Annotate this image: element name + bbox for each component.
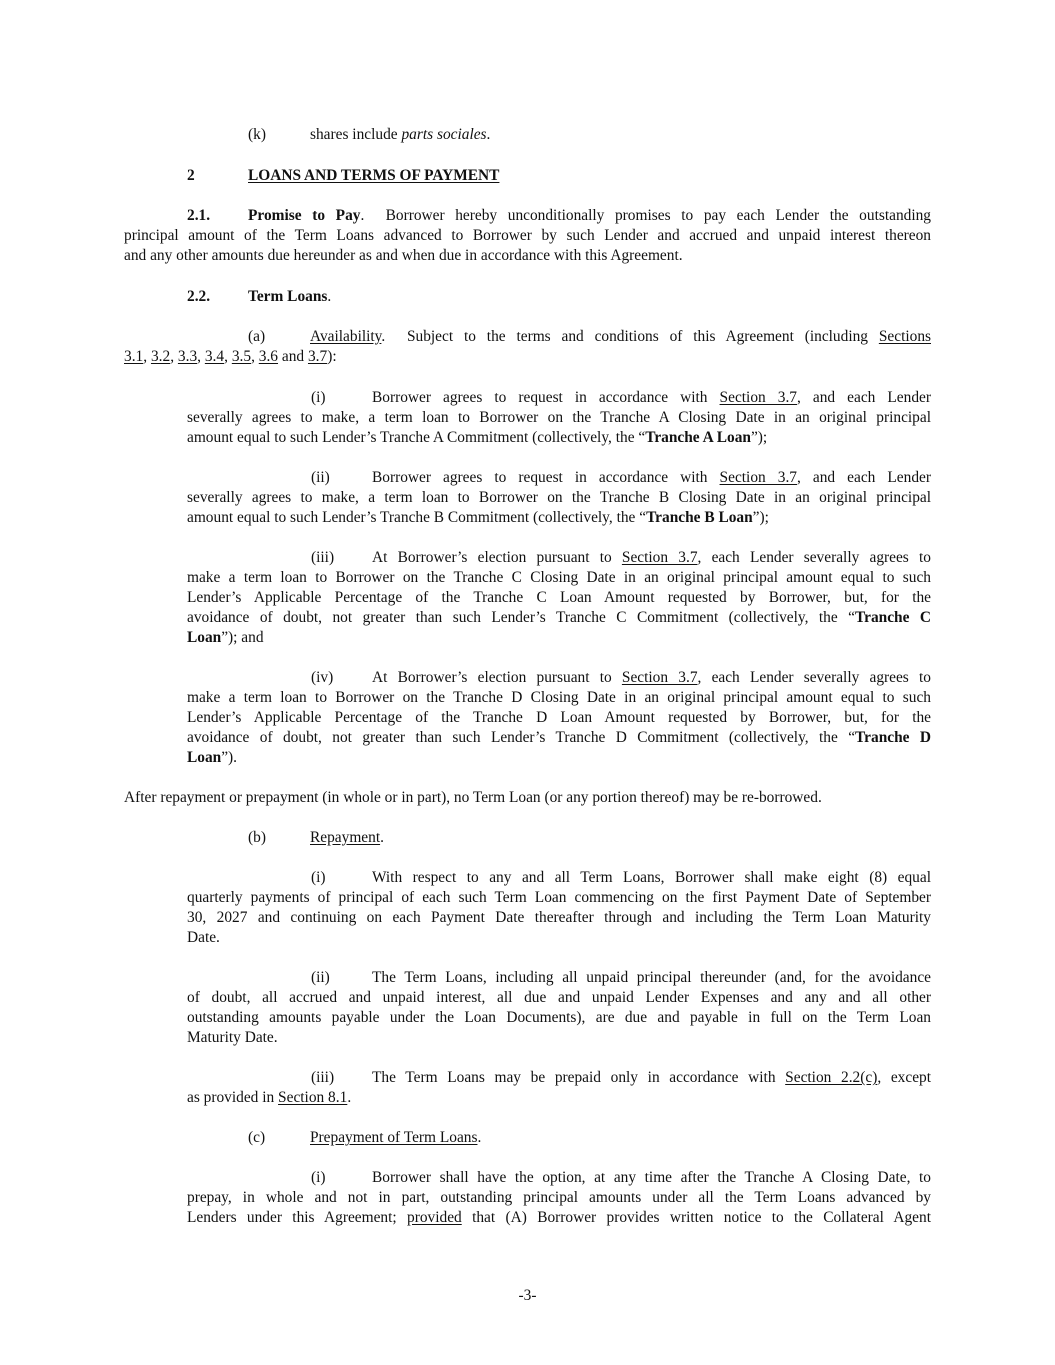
section-2-heading [187,166,499,186]
item-k-text: shares include [310,126,402,143]
item-a-iv-line-1 [311,668,931,688]
item-a-iii-ref: Section 3.7 [621,549,698,566]
ref-3-5: 3.5 [231,348,252,365]
item-a-iii-term-2: Loan [187,629,222,646]
item-b-ii-line-2: of doubt, all accrued and unpaid interest, all due and unpaid Lender Expenses and any and all other [187,989,931,1006]
item-a-iii-text-5b: ”); and [221,629,264,646]
page-number: -3- [518,1287,537,1304]
item-a-iii-line-1 [311,548,931,568]
item-a-i-ref: Section 3.7 [719,389,797,406]
item-a-iv-line-5 [187,748,237,768]
item-a-ii-text-1b: , and each Lender [797,469,931,486]
item-k-label: (k) [248,126,266,143]
item-c-i-text-3b: that (A) Borrower provides written notice to the Collateral Agent [461,1209,931,1226]
section-2-1-line-2: principal amount of the Term Loans advanced to Borrower by such Lender and accrued and unpaid interest thereon [124,227,931,244]
item-a-i-term: Tranche A Loan [645,429,751,446]
section-2-2-title: Term Loans [248,288,328,305]
item-a-text: Subject to the terms and conditions of this Agreement (including [406,328,879,345]
item-a-iv-term-1: Tranche D [855,729,931,746]
item-b-ii-line-1 [311,968,931,988]
item-a-i-line-2: severally agrees to make, a term loan to Borrower on the Tranche A Closing Date in an original principal [187,409,931,426]
item-a-sections-ref: Sections [878,328,931,345]
item-a-iii-line-4 [187,608,931,628]
item-a-iv-line-3: Lender’s Applicable Percentage of the Tranche D Loan Amount requested by Borrower, but, for the [187,709,931,726]
item-a-i-text-3a: amount equal to such Lender’s Tranche A Commitment (collectively, the “ [187,429,646,446]
item-a-iv-term-2: Loan [187,749,222,766]
section-2-1-line-3: and any other amounts due hereunder as and when due in accordance with this Agreement. [124,247,683,264]
item-k [248,125,490,145]
item-b-ii-line-4: Maturity Date. [187,1029,278,1046]
item-c-i-text-1: Borrower shall have the option, at any time after the Tranche A Closing Date, to [372,1169,931,1186]
ref-3-7: 3.7 [307,348,328,365]
item-a-iv-line-4 [187,728,931,748]
item-a-iii-text-1a: At Borrower’s election pursuant to [372,549,622,566]
section-2-number: 2 [187,167,195,184]
item-b-iii-ref-1: Section 2.2(c) [785,1069,878,1086]
section-2-1-line-1: 2.1. Promise to Pay. Borrower hereby unconditionally promises to pay each Lender the outstanding [187,207,932,224]
item-b-iii-line-1 [311,1068,931,1088]
item-b-i-label: (i) [311,869,326,886]
item-c-i-line-2: prepay, in whole and not in part, outstanding principal amounts under all the Term Loans advanced by [187,1189,931,1206]
item-a-iii-line-2: make a term loan to Borrower on the Tranche C Closing Date in an original principal amount equal to such [187,569,931,586]
item-a-ii-line-2: severally agrees to make, a term loan to Borrower on the Tranche B Closing Date in an original principal [187,489,931,506]
item-a-iv-ref: Section 3.7 [621,669,698,686]
item-a-iii-text-1b: , each Lender severally agrees to [697,549,931,566]
item-c-i-label: (i) [311,1169,326,1186]
item-a-ii-ref: Section 3.7 [719,469,797,486]
item-a-ii-label: (ii) [311,469,330,486]
ref-3-1: 3.1 [124,348,144,365]
after-repayment-paragraph: After repayment or prepayment (in whole or in part), no Term Loan (or any portion thereof) may be re-borrowed. [124,789,822,806]
item-a-ii-line-3 [187,508,769,528]
section-2-2-number: 2.2. [187,288,211,305]
item-a-heading: Availability [310,328,382,345]
item-k-italic: parts sociales [401,126,487,143]
item-a-ii-text-3a: amount equal to such Lender’s Tranche B Commitment (collectively, the “ [187,509,647,526]
item-a-i-line-3 [187,428,767,448]
ref-3-3: 3.3 [177,348,198,365]
item-a-iii-term-1: Tranche C [854,609,931,626]
item-c-end: . [477,1129,482,1146]
item-a-iv-text-5b: ”). [221,749,238,766]
item-a-ii-text-1a: Borrower agrees to request in accordance with [372,469,720,486]
item-a-iii-line-5 [187,628,264,648]
item-a-ii-term: Tranche B Loan [646,509,753,526]
section-2-1-number: 2.1. [187,207,211,224]
item-c-i-line-1 [311,1168,931,1188]
item-a-i-text-1b: , and each Lender [797,389,931,406]
item-b-iii-text-1a: The Term Loans may be prepaid only in accordance with [372,1069,786,1086]
item-b-iii-text-2a: as provided in [187,1089,279,1106]
item-c-i-text-3a: Lenders under this Agreement; [187,1209,408,1226]
section-2-title: LOANS AND TERMS OF PAYMENT [248,167,500,184]
item-c-heading [248,1128,481,1148]
item-c-title: Prepayment of Term Loans [310,1129,478,1146]
item-b-heading [248,828,384,848]
item-c-i-line-3 [187,1208,931,1228]
item-a-iv-text-1a: At Borrower’s election pursuant to [372,669,622,686]
ref-3-2: 3.2 [150,348,171,365]
item-c-i-provided: provided [407,1209,462,1226]
item-a-end: ): [327,348,337,365]
item-a-ii-line-1 [311,468,931,488]
item-b-iii-text-1b: , except [877,1069,931,1086]
item-k-end: . [486,126,491,143]
item-a-i-label: (i) [311,389,326,406]
item-b-iii-ref-2: Section 8.1 [278,1089,348,1106]
item-a-line-1: (a) Availability. Subject to the terms and conditions of this Agreement (including Sections [248,328,931,345]
item-b-i-line-3: 30, 2027 and continuing on each Payment Date thereafter through and including the Term Loan Maturity [187,909,931,926]
item-b-iii-label: (iii) [311,1069,335,1086]
section-2-2-heading: 2.2. Term Loans. [187,288,332,305]
item-a-i-text-1a: Borrower agrees to request in accordance with [372,389,720,406]
item-c-label: (c) [248,1129,266,1146]
item-b-ii-label: (ii) [311,969,330,986]
item-b-ii-line-3: outstanding amounts payable under the Loan Documents), are due and payable in full on the Term Loan [187,1009,931,1026]
item-b-ii-text-1: The Term Loans, including all unpaid principal thereunder (and, for the avoidance [372,969,931,986]
item-a-iv-label: (iv) [311,669,334,686]
section-2-1-text-1: Borrower hereby unconditionally promises to pay each Lender the outstanding [385,207,932,224]
item-a-i-text-3b: ”); [750,429,768,446]
item-a-iii-line-3: Lender’s Applicable Percentage of the Tranche C Loan Amount requested by Borrower, but, for the [187,589,931,606]
ref-3-4: 3.4 [204,348,225,365]
item-a-label: (a) [248,328,266,345]
item-a-iii-label: (iii) [311,549,335,566]
item-a-i-line-1 [311,388,931,408]
item-a-iv-text-4a: avoidance of doubt, not greater than such Lender’s Tranche D Commitment (collectively, the “ [187,729,856,746]
item-a-iv-text-1b: , each Lender severally agrees to [697,669,931,686]
item-b-i-line-2: quarterly payments of principal of each such Term Loan commencing on the first Payment Date of September [187,889,931,906]
item-b-title: Repayment [310,829,381,846]
item-b-i-line-1 [311,868,931,888]
item-a-iv-line-2: make a term loan to Borrower on the Tranche D Closing Date in an original principal amount equal to such [187,689,931,706]
item-a-line-2: 3.1, 3.2, 3.3, 3.4, 3.5, 3.6 and 3.7): [124,348,337,365]
item-a-and: and [281,348,305,365]
item-b-label: (b) [248,829,266,846]
item-b-i-text-1: With respect to any and all Term Loans, Borrower shall make eight (8) equal [372,869,931,886]
ref-3-6: 3.6 [258,348,279,365]
item-b-i-line-4: Date. [187,929,220,946]
item-a-ii-text-3b: ”); [752,509,769,526]
item-b-end: . [380,829,384,846]
item-a-iii-text-4a: avoidance of doubt, not greater than such Lender’s Tranche C Commitment (collectively, the “ [187,609,855,626]
item-b-iii-text-2b: . [347,1089,352,1106]
section-2-1-heading: Promise to Pay [248,207,361,224]
item-b-iii-line-2 [187,1088,351,1108]
